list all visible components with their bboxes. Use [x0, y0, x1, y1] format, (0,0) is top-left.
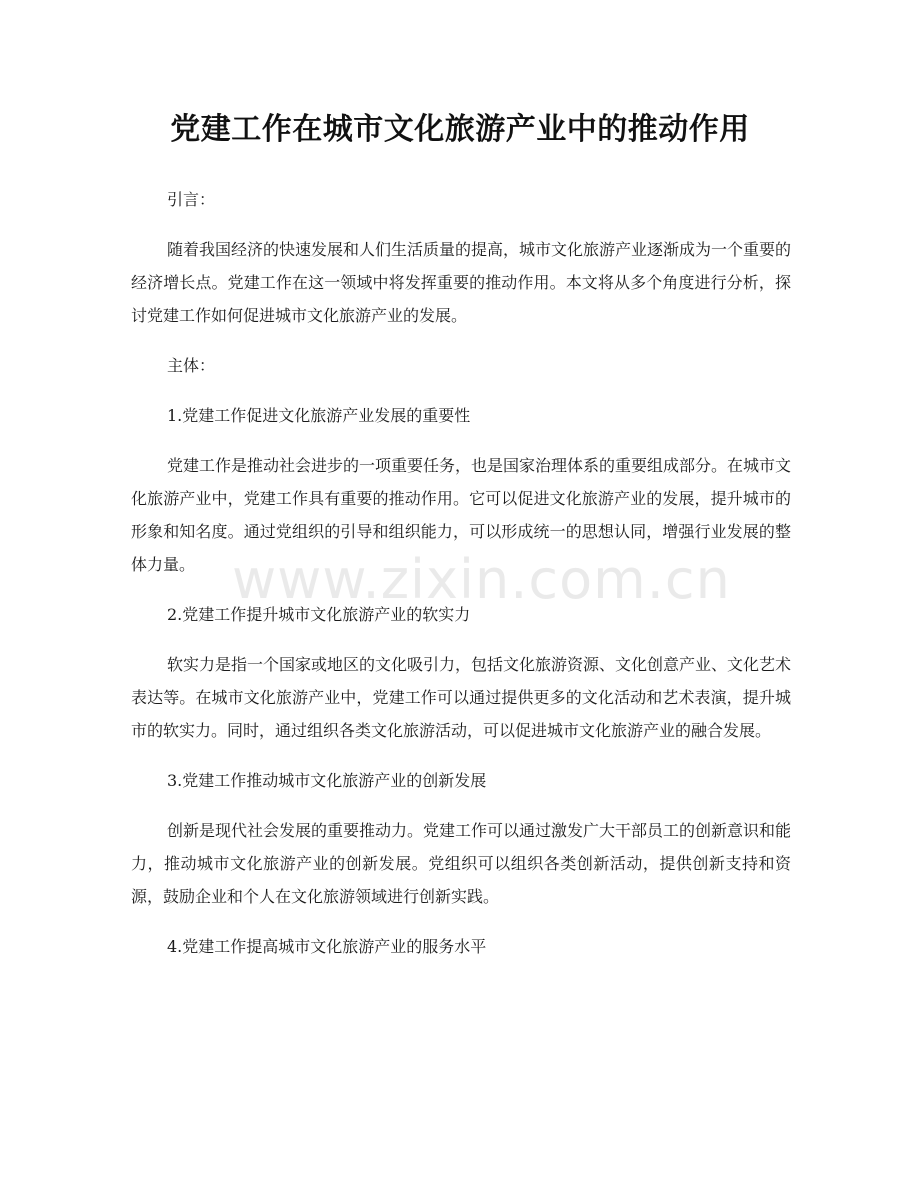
- section-heading-3: 3.党建工作推动城市文化旅游产业的创新发展: [167, 771, 487, 790]
- document-title: 党建工作在城市文化旅游产业中的推动作用: [170, 112, 750, 147]
- section-body-2: 软实力是指一个国家或地区的文化吸引力，包括文化旅游资源、文化创意产业、文化艺术表达等。在城市文化旅游产业中，党建工作可以通过提供更多的文化活动和艺术表演，提升城市的软实力。同时，通过组织各类文化旅游活动，可以促进城市文化旅游产业的融合发展。: [131, 655, 792, 740]
- paragraph-intro-label: 引言：: [167, 190, 216, 209]
- section-heading-4: 4.党建工作提高城市文化旅游产业的服务水平: [167, 937, 487, 956]
- paragraph-intro: 随着我国经济的快速发展和人们生活质量的提高，城市文化旅游产业逐渐成为一个重要的经济增长点。党建工作在这一领域中将发挥重要的推动作用。本文将从多个角度进行分析，探讨党建工作如何促进城市文化旅游产业的发展。: [131, 240, 792, 325]
- section-heading-1: 1.党建工作促进文化旅游产业发展的重要性: [167, 406, 471, 425]
- paragraph-main-label: 主体：: [167, 356, 216, 375]
- watermark-text: www.zixin.com.cn: [232, 548, 731, 611]
- section-body-1: 党建工作是推动社会进步的一项重要任务，也是国家治理体系的重要组成部分。在城市文化旅游产业中，党建工作具有重要的推动作用。它可以促进文化旅游产业的发展，提升城市的形象和知名度。通过党组织的引导和组织能力，可以形成统一的思想认同，增强行业发展的整体力量。: [131, 456, 792, 574]
- section-body-3: 创新是现代社会发展的重要推动力。党建工作可以通过激发广大干部员工的创新意识和能力，推动城市文化旅游产业的创新发展。党组织可以组织各类创新活动，提供创新支持和资源，鼓励企业和个人在文化旅游领域进行创新实践。: [131, 821, 792, 906]
- document-body: [131, 183, 791, 963]
- section-heading-2: 2.党建工作提升城市文化旅游产业的软实力: [167, 605, 471, 624]
